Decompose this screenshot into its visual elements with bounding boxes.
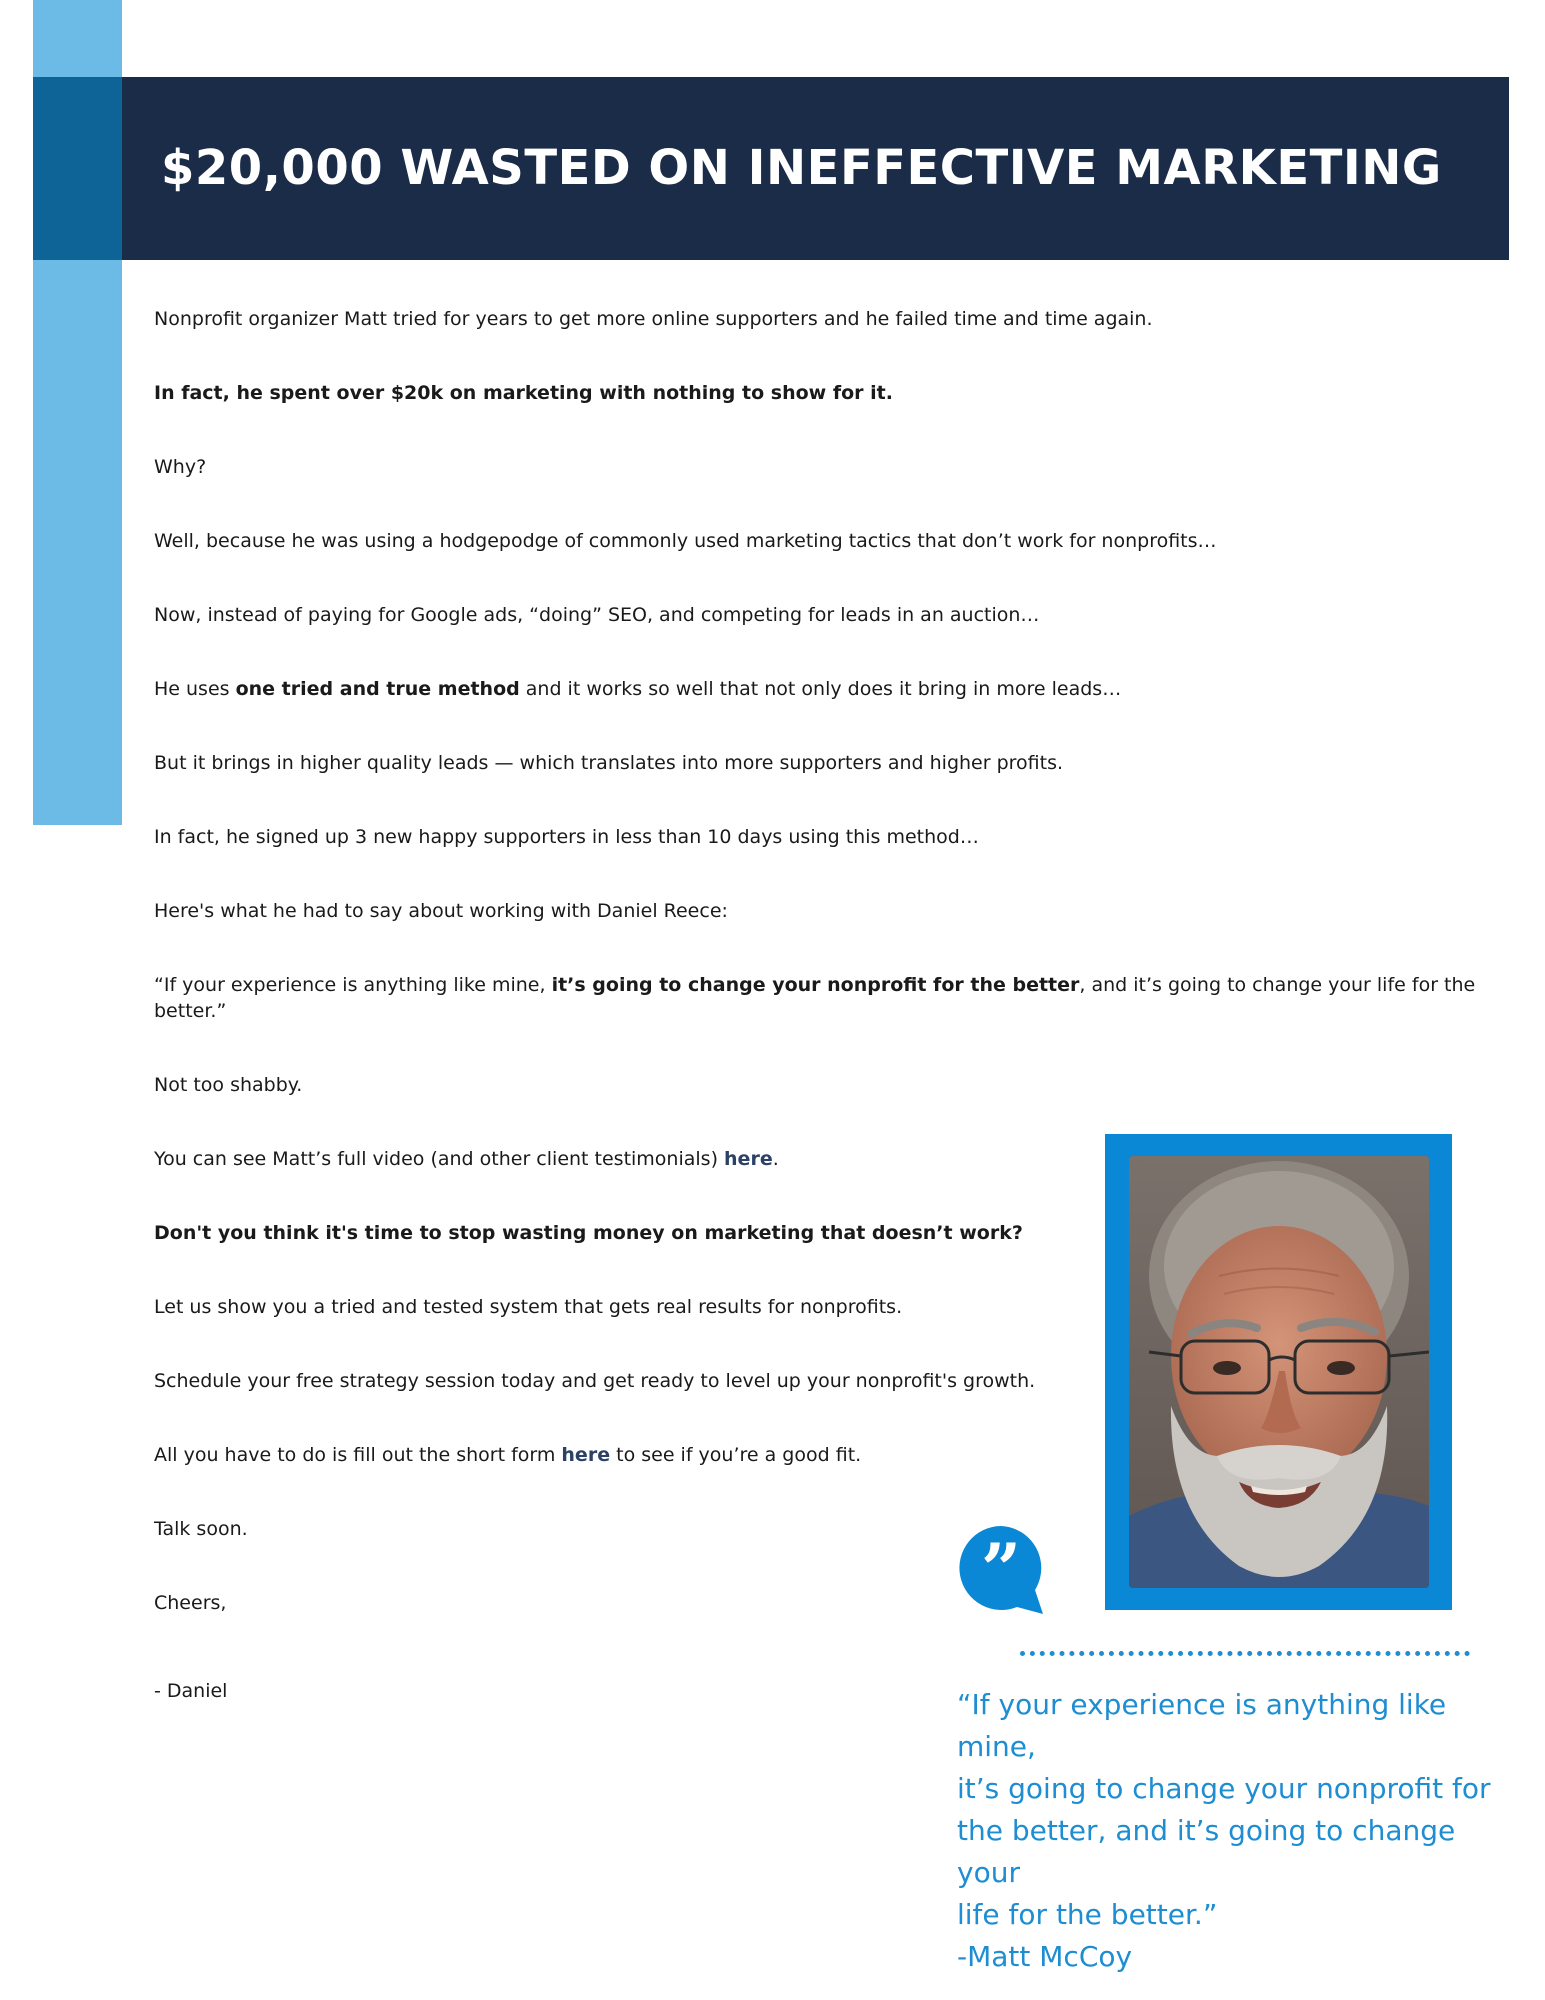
page-header [33,77,1509,260]
text-span: He uses [154,678,236,700]
paragraph [154,676,1494,702]
emphasis-text: one tried and true method [235,678,520,700]
paragraph: But it brings in higher quality leads — which translates into more supporters and higher profits. [154,752,1064,774]
paragraph: Not too shabby. [154,1074,303,1096]
page-title: $20,000 WASTED ON INEFFECTIVE MARKETING [161,140,1442,196]
pull-quote-line: the better, and it’s going to change your [957,1814,1456,1889]
paragraph: Schedule your free strategy session today and get ready to level up your nonprofit's growth. [154,1370,1036,1392]
svg-text:”: ” [980,1528,1022,1611]
text-span: and it works so well that not only does it bring in more leads… [519,678,1122,700]
paragraph: Well, because he was using a hodgepodge of commonly used marketing tactics that don’t work for nonprofits… [154,530,1217,552]
text-span: “If your experience is anything like mine, [154,974,552,996]
paragraph: Here's what he had to say about working with Daniel Reece: [154,900,728,922]
header-accent-block [33,77,122,260]
emphasis-text: it’s going to change your nonprofit for the better [551,974,1080,996]
testimonials-link[interactable]: here [724,1148,773,1170]
divider [1020,1651,1470,1656]
spacer [154,1664,1494,1678]
text-span: . [772,1148,779,1170]
form-link[interactable]: here [561,1444,611,1466]
text-span: to see if you’re a good fit. [610,1444,862,1466]
paragraph: In fact, he spent over $20k on marketing with nothing to show for it. [154,382,893,404]
text-span: You can see Matt’s full video (and other client testimonials) [154,1148,725,1170]
paragraph: Cheers, [154,1592,227,1614]
portrait-illustration [1129,1156,1429,1588]
quote-author: -Matt McCoy [957,1940,1133,1973]
pull-quote [957,1684,1502,1978]
paragraph: Talk soon. [154,1518,248,1540]
paragraph: Let us show you a tried and tested system that gets real results for nonprofits. [154,1296,903,1318]
portrait-photo [1129,1156,1429,1588]
paragraph: Nonprofit organizer Matt tried for years to get more online supporters and he failed time and time again. [154,308,1153,330]
paragraph: Don't you think it's time to stop wasting money on marketing that doesn’t work? [154,1222,1023,1244]
photo-frame [1105,1134,1452,1610]
quote-bubble-icon [957,1524,1047,1614]
paragraph [154,972,1494,1024]
paragraph: In fact, he signed up 3 new happy supporters in less than 10 days using this method… [154,826,979,848]
paragraph: Why? [154,456,207,478]
pull-quote-line: life for the better.” [957,1898,1218,1931]
pull-quote-line: it’s going to change your nonprofit for [957,1772,1491,1805]
signature: - Daniel [154,1680,228,1702]
text-span: All you have to do is fill out the short form [154,1444,562,1466]
text-span: , and it’s going to change your life for the better.” [154,974,1476,1022]
paragraph: Now, instead of paying for Google ads, “doing” SEO, and competing for leads in an auction… [154,604,1040,626]
pull-quote-line: “If your experience is anything like mine, [957,1688,1447,1763]
